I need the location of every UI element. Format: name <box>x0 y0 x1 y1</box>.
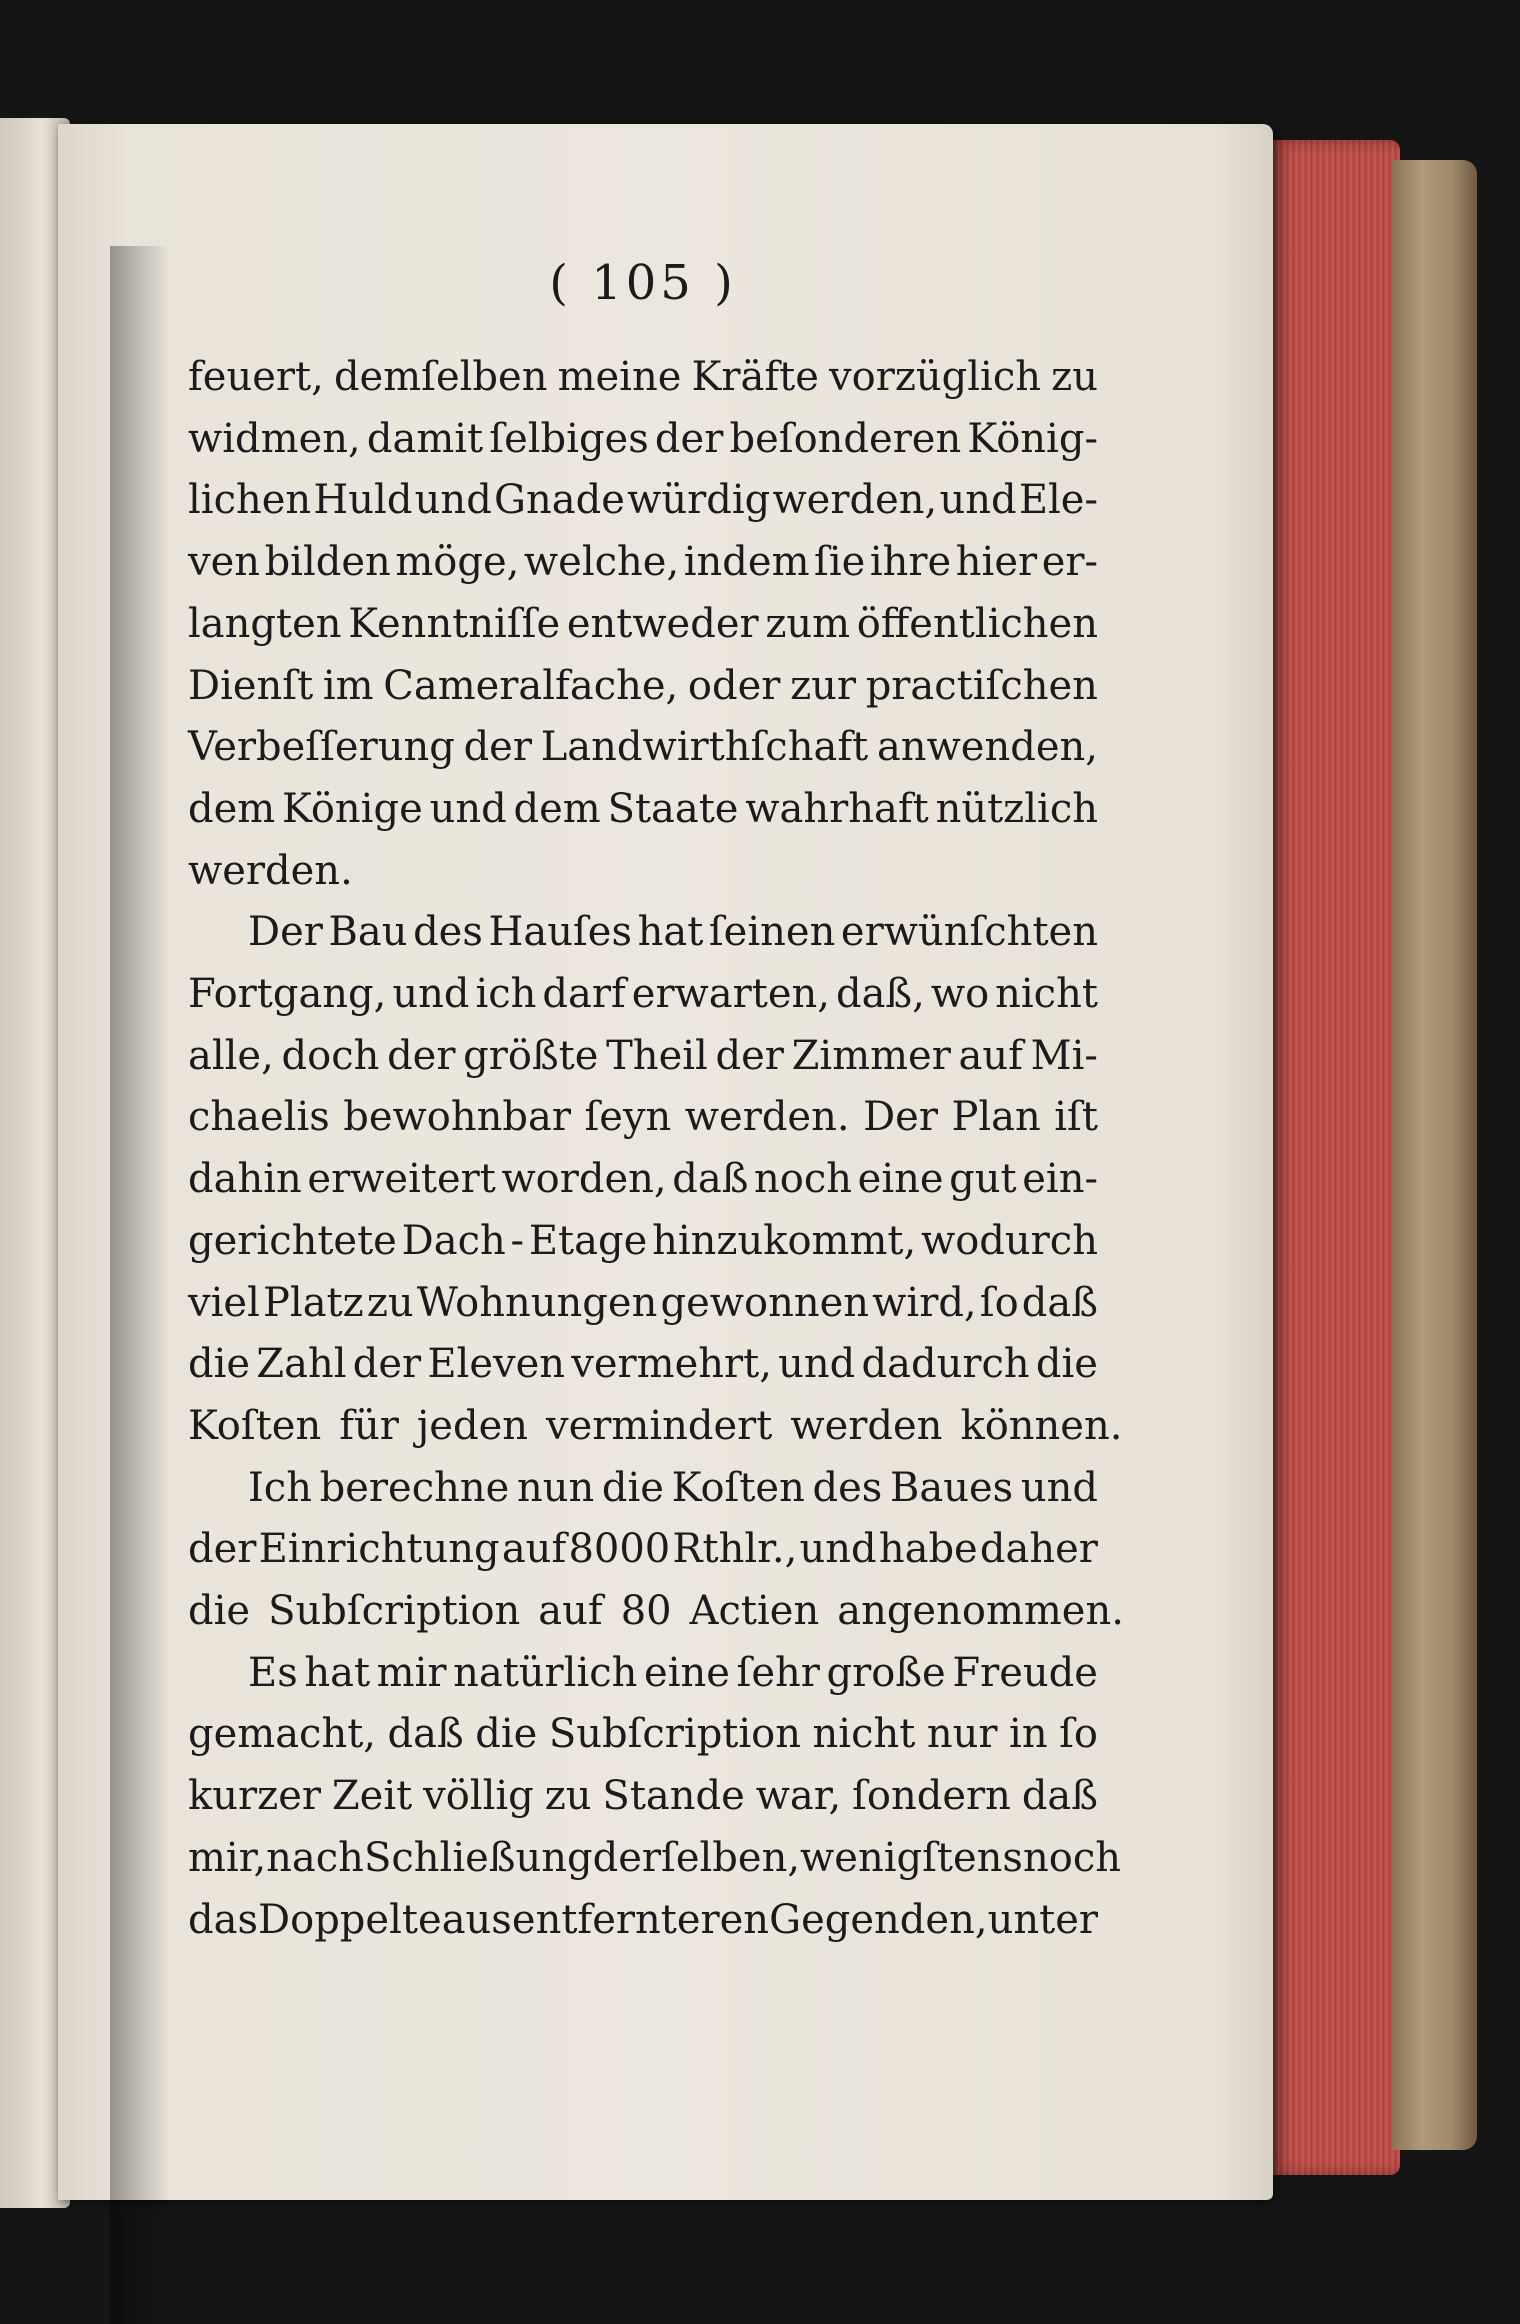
word: Huld <box>313 477 413 524</box>
text-line <box>188 1519 1098 1579</box>
word: in <box>1009 1711 1048 1758</box>
word: der <box>463 724 532 771</box>
word: werden, <box>772 477 938 524</box>
text-line <box>188 1273 1098 1333</box>
word: Actien <box>689 1588 820 1634</box>
word: unter <box>987 1896 1098 1943</box>
word: Koſten <box>671 1464 805 1511</box>
word: Zeit <box>331 1773 413 1820</box>
word: widmen, <box>188 415 361 462</box>
word: demſelben <box>333 354 548 400</box>
word: vorzüglich <box>829 354 1042 400</box>
page-number-header: ( 105 ) <box>549 255 737 311</box>
word: Der <box>248 909 323 956</box>
word: war, <box>755 1773 842 1820</box>
word: Ele- <box>1018 477 1098 524</box>
word: nicht <box>995 971 1098 1017</box>
text-line <box>188 470 1098 530</box>
word: wird, <box>872 1279 977 1326</box>
word: völlig <box>423 1773 534 1820</box>
text-line <box>188 964 1098 1024</box>
word: Eleven <box>427 1341 566 1388</box>
text-line <box>188 902 1098 962</box>
book-spine <box>1392 160 1477 2150</box>
word: Mi- <box>1030 1032 1098 1079</box>
word: 80 <box>620 1588 672 1634</box>
word: Platz <box>262 1279 364 1326</box>
word: mir <box>376 1649 447 1696</box>
word: der <box>715 1032 784 1079</box>
word: der <box>387 1032 456 1079</box>
word: Subſcription <box>548 1711 802 1758</box>
word: derſelben, <box>592 1834 801 1881</box>
word: zu <box>366 1279 414 1326</box>
word: Koſten <box>188 1402 322 1449</box>
word: lichen <box>188 477 312 524</box>
word: Gnade <box>494 477 625 524</box>
word: Hauſes <box>488 909 632 956</box>
word: hier <box>955 539 1038 586</box>
word: Der <box>863 1094 938 1141</box>
word: ſo <box>1059 1711 1098 1758</box>
word: und <box>414 477 492 524</box>
gutter-shadow <box>110 246 170 2324</box>
word: Landwirthſchaft <box>540 724 869 771</box>
word: worden, <box>501 1156 667 1203</box>
word: - <box>510 1217 525 1264</box>
word: auf <box>501 1526 567 1573</box>
word: Dach <box>401 1217 506 1264</box>
text-line <box>188 594 1098 654</box>
word: dahin <box>188 1156 302 1203</box>
word: zur <box>790 662 857 709</box>
word: ven <box>188 539 261 586</box>
word: möge, <box>395 539 520 586</box>
word: vermehrt, <box>571 1341 772 1388</box>
text-line <box>188 1704 1098 1764</box>
word: der <box>352 1341 422 1388</box>
word: Zahl <box>256 1341 347 1388</box>
word: ihre <box>869 539 952 586</box>
word: ſondern <box>852 1773 1011 1820</box>
text-line <box>188 1149 1098 1209</box>
word: damit <box>366 415 484 462</box>
word: ein- <box>1022 1156 1098 1203</box>
text-line <box>188 656 1098 716</box>
text-line <box>188 779 1098 839</box>
word: daher <box>979 1526 1098 1573</box>
word: daß <box>1021 1279 1098 1326</box>
word: welche, <box>523 539 680 586</box>
word: werden. <box>188 847 353 894</box>
word: wo <box>930 971 990 1017</box>
word: werden <box>790 1402 943 1449</box>
word: und <box>939 477 1017 524</box>
word: Dienſt <box>188 662 314 709</box>
word: ſelbiges <box>489 415 649 462</box>
word: der <box>188 1526 257 1573</box>
word: entfernteren <box>511 1896 770 1943</box>
word: Ich <box>248 1464 312 1511</box>
text-line <box>188 1026 1098 1086</box>
word: indem <box>683 539 810 586</box>
word: auf <box>958 1032 1023 1079</box>
word: dem <box>513 785 601 832</box>
word: hat <box>637 909 704 956</box>
word: erwarten, <box>631 971 830 1017</box>
word: die <box>475 1711 538 1758</box>
word: Theil <box>606 1032 708 1079</box>
word: practiſchen <box>865 662 1098 709</box>
word: jeden <box>416 1402 529 1449</box>
word: chaelis <box>188 1094 330 1141</box>
red-page-edges <box>1270 140 1400 2175</box>
word: Es <box>248 1649 298 1696</box>
text-line <box>188 1581 1124 1641</box>
word: im <box>322 662 374 709</box>
word: Könige <box>282 785 423 832</box>
word: Zimmer <box>791 1032 951 1079</box>
word: alle, <box>188 1032 274 1079</box>
word: entweder <box>566 600 759 647</box>
word: Kenntniſſe <box>348 600 561 647</box>
text-line <box>188 1334 1098 1394</box>
word: dadurch <box>861 1341 1030 1388</box>
word: würdig <box>627 477 771 524</box>
word: große <box>826 1649 946 1696</box>
text-line <box>188 1458 1098 1518</box>
word: werden. <box>684 1094 850 1141</box>
word: gerichtete <box>188 1217 397 1264</box>
word: des <box>812 1464 883 1511</box>
word: öffentlichen <box>856 600 1098 647</box>
word: noch <box>1022 1834 1121 1881</box>
word: kurzer <box>188 1773 321 1820</box>
word: meine <box>557 354 682 400</box>
word: König- <box>967 415 1098 462</box>
word: eine <box>644 1649 730 1696</box>
word: ſo <box>979 1279 1019 1326</box>
word: Freude <box>952 1649 1098 1696</box>
word: Gegenden, <box>769 1896 988 1943</box>
word: und <box>392 971 470 1017</box>
word: ſeyn <box>584 1094 672 1141</box>
word: zum <box>765 600 851 647</box>
word: ich <box>475 971 537 1017</box>
word: Fortgang, <box>188 971 387 1017</box>
word: Einrichtung <box>258 1526 500 1573</box>
word: das <box>188 1896 258 1943</box>
text-line <box>188 1890 1098 1950</box>
word: feuert, <box>188 354 324 400</box>
word: daß <box>672 1156 749 1203</box>
word: können. <box>960 1402 1123 1449</box>
word: vermindert <box>546 1402 773 1449</box>
word: 8000 <box>568 1526 671 1573</box>
word: langten <box>188 600 342 647</box>
word: Wohnungen <box>416 1279 658 1326</box>
word: zu <box>544 1773 592 1820</box>
word: nur <box>926 1711 998 1758</box>
text-line <box>188 409 1098 469</box>
word: Plan <box>951 1094 1041 1141</box>
word: viel <box>188 1279 260 1326</box>
word: doch <box>281 1032 380 1079</box>
word: bewohnbar <box>343 1094 571 1141</box>
word: und <box>429 785 507 832</box>
word: gemacht, <box>188 1711 377 1758</box>
word: Baues <box>889 1464 1014 1511</box>
word: Kräfte <box>691 354 819 400</box>
word: nicht <box>812 1711 916 1758</box>
word: ſeinen <box>708 909 836 956</box>
word: hinzukommt, <box>652 1217 917 1264</box>
word: Schließung <box>363 1834 593 1881</box>
word: darf <box>542 971 626 1017</box>
word: der <box>654 415 724 462</box>
word: daß <box>387 1711 464 1758</box>
text-line <box>188 717 1098 777</box>
text-line <box>188 1396 1123 1456</box>
word: für <box>339 1402 399 1449</box>
word: wodurch <box>920 1217 1098 1264</box>
text-line <box>188 347 1098 407</box>
word: dem <box>188 785 276 832</box>
word: Verbeſſerung <box>188 724 455 771</box>
word: Rthlr., <box>672 1526 798 1573</box>
word: größte <box>463 1032 599 1079</box>
word: habe <box>878 1526 978 1573</box>
word: bilden <box>264 539 391 586</box>
text-line <box>188 1211 1098 1271</box>
word: daß, <box>835 971 925 1017</box>
word: gut <box>949 1156 1017 1203</box>
word: er- <box>1041 539 1098 586</box>
word: und <box>1020 1464 1098 1511</box>
word: iſt <box>1054 1094 1098 1141</box>
word: ſie <box>814 539 866 586</box>
word: eine <box>857 1156 944 1203</box>
word: Bau <box>328 909 408 956</box>
word: erweitert <box>307 1156 496 1203</box>
word: noch <box>754 1156 853 1203</box>
word: Staate <box>607 785 739 832</box>
word: nun <box>516 1464 595 1511</box>
word: die <box>601 1464 664 1511</box>
word: aus <box>441 1896 512 1943</box>
text-line <box>188 841 1098 901</box>
text-line <box>188 1643 1098 1703</box>
text-line <box>188 1766 1098 1826</box>
word: gewonnen <box>660 1279 870 1326</box>
word: anwenden, <box>876 724 1098 771</box>
word: Cameralfache, <box>383 662 679 709</box>
word: des <box>413 909 483 956</box>
word: erwünſchten <box>840 909 1098 956</box>
text-line <box>188 1087 1098 1147</box>
word: mir, <box>188 1834 267 1881</box>
word: Subſcription <box>268 1588 521 1634</box>
word: Etage <box>528 1217 648 1264</box>
word: wahrhaft <box>745 785 929 832</box>
word: Stande <box>602 1773 745 1820</box>
word: nach <box>266 1834 364 1881</box>
word: oder <box>687 662 781 709</box>
word: die <box>1035 1341 1098 1388</box>
word: hat <box>304 1649 371 1696</box>
word: die <box>188 1588 251 1634</box>
word: wenigſtens <box>800 1834 1023 1881</box>
word: die <box>188 1341 251 1388</box>
word: nützlich <box>935 785 1098 832</box>
word: zu <box>1051 354 1098 400</box>
word: und <box>778 1341 856 1388</box>
text-line <box>188 532 1098 592</box>
word: daß <box>1021 1773 1098 1820</box>
word: beſonderen <box>729 415 962 462</box>
word: natürlich <box>453 1649 638 1696</box>
text-line <box>188 1828 1121 1888</box>
word: Doppelte <box>258 1896 442 1943</box>
word: ſehr <box>736 1649 820 1696</box>
word: auf <box>538 1588 603 1634</box>
word: berechne <box>319 1464 510 1511</box>
word: angenommen. <box>837 1588 1124 1634</box>
word: und <box>799 1526 877 1573</box>
